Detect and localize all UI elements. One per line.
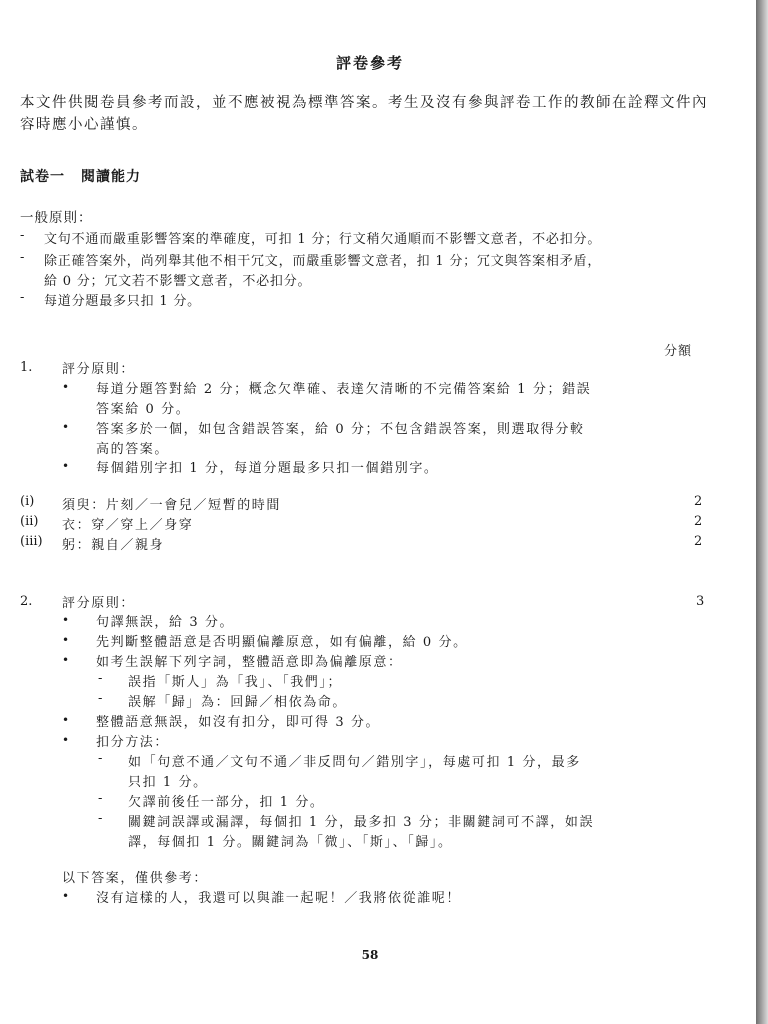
q2-line: 如「句意不通／文句不通／非反問句／錯別字」，每處可扣 1 分，最多 — [128, 755, 581, 770]
section-name: 閱讀能力 — [81, 169, 141, 185]
bullet-dot: • — [62, 420, 70, 434]
q2-line: 誤指「斯人」為「我」、「我們」； — [128, 675, 343, 690]
dash-bullet: - — [98, 751, 104, 766]
general-rule: 每道分題最多只扣 1 分。 — [44, 294, 201, 309]
bullet-dot: • — [62, 713, 70, 727]
q1-heading: 評分原則： — [62, 362, 136, 377]
answer-text: 衣：穿／穿上／身穿 — [62, 518, 194, 533]
answer-text: 躬：親自／親身 — [62, 538, 165, 553]
q2-score: 3 — [696, 594, 705, 609]
q2-line: 譯，每個扣 1 分。關鍵詞為「微」、「斯」、「歸」。 — [128, 835, 453, 850]
q1-rule: 答案多於一個，如包含錯誤答案，給 0 分；不包含錯誤答案，則選取得分較 — [96, 422, 585, 437]
answer-label: (ii) — [20, 514, 39, 529]
bullet-dot: • — [62, 733, 70, 747]
general-rule: 除正確答案外，尚列舉其他不相干冗文，而嚴重影響文意者，扣 1 分；冗文與答案相矛盾， — [44, 254, 602, 269]
dash-bullet: - — [98, 671, 104, 686]
page-number: 58 — [361, 948, 379, 962]
q2-heading: 評分原則： — [62, 596, 136, 611]
question-number: 1. — [20, 360, 33, 375]
dash-bullet: - — [98, 811, 104, 826]
q1-rule: 每道分題答對給 2 分；概念欠準確、表達欠清晰的不完備答案給 1 分；錯誤 — [96, 382, 592, 397]
general-rule: 給 0 分；冗文若不影響文意者，不必扣分。 — [44, 274, 312, 289]
q1-rule: 高的答案。 — [96, 442, 170, 457]
q2-line: 如考生誤解下列字詞，整體語意即為偏離原意： — [96, 655, 403, 670]
bullet-dot: • — [62, 613, 70, 627]
score-column-header: 分額 — [664, 344, 693, 359]
bullet-dot: • — [62, 380, 70, 394]
q2-line: 句譯無誤，給 3 分。 — [96, 615, 235, 630]
q2-line: 扣分方法： — [96, 735, 170, 750]
dash-bullet: - — [20, 228, 26, 243]
q2-line: 先判斷整體語意是否明顯偏離原意，如有偏離，給 0 分。 — [96, 635, 468, 650]
reference-heading: 以下答案，僅供參考： — [62, 871, 209, 886]
general-rule: 文句不通而嚴重影響答案的準確度，可扣 1 分；行文稍欠通順而不影響文意者，不必扣分。 — [44, 232, 602, 247]
bullet-dot: • — [62, 889, 70, 903]
dash-bullet: - — [98, 691, 104, 706]
paper-label: 試卷一 — [20, 169, 65, 185]
dash-bullet: - — [20, 290, 26, 305]
answer-score: 2 — [694, 494, 703, 509]
q2-line: 欠譯前後任一部分，扣 1 分。 — [128, 795, 325, 810]
bullet-dot: • — [62, 633, 70, 647]
dash-bullet: - — [98, 791, 104, 806]
question-number: 2. — [20, 594, 33, 609]
q2-line: 只扣 1 分。 — [128, 775, 208, 790]
q2-line: 誤解「歸」為：回歸／相依為命。 — [128, 695, 348, 710]
q2-line: 關鍵詞誤譯或漏譯，每個扣 1 分，最多扣 3 分；非關鍵詞可不譯，如誤 — [128, 815, 595, 830]
general-heading: 一般原則： — [20, 210, 93, 226]
section-heading — [20, 166, 141, 186]
dash-bullet: - — [20, 250, 26, 265]
answer-score: 2 — [694, 534, 703, 549]
q1-rule: 每個錯別字扣 1 分，每道分題最多只扣一個錯別字。 — [96, 461, 439, 476]
bullet-dot: • — [62, 653, 70, 667]
answer-score: 2 — [694, 514, 703, 529]
reference-answer: 沒有這樣的人，我還可以與誰一起呢！／我將依從誰呢！ — [96, 891, 462, 906]
page-edge-shadow — [756, 0, 768, 1024]
answer-text: 須臾：片刻／一會兒／短暫的時間 — [62, 498, 282, 513]
answer-label: (i) — [20, 494, 35, 509]
page-title: 評卷參考 — [335, 54, 404, 72]
q1-rule: 答案給 0 分。 — [96, 402, 191, 417]
bullet-dot: • — [62, 459, 70, 473]
intro-paragraph: 本文件供閱卷員參考而設，並不應被視為標準答案。考生及沒有參與評卷工作的教師在詮釋文件內容時應小心謹慎。 — [20, 95, 708, 133]
q2-line: 整體語意無誤，如沒有扣分，即可得 3 分。 — [96, 715, 381, 730]
answer-label: (iii) — [20, 534, 43, 549]
